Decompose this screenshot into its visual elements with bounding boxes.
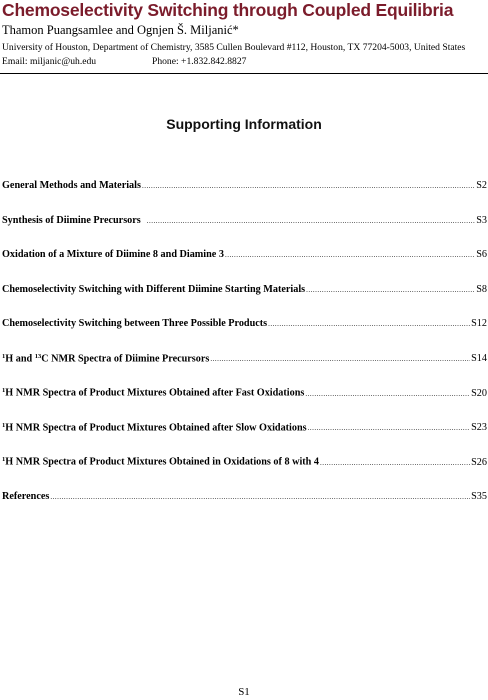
toc-leader-dots	[210, 355, 470, 363]
toc-entry-label-part: H and	[5, 353, 35, 364]
page-number: S1	[238, 686, 250, 698]
toc-entry[interactable]	[2, 387, 487, 401]
toc-leader-dots	[308, 424, 471, 432]
email-text: Email: miljanic@uh.edu	[2, 56, 97, 67]
toc-entry[interactable]	[2, 215, 487, 229]
toc-entry-label: Synthesis of Diimine Precursors	[2, 214, 141, 226]
toc-entry-label-part: H NMR Spectra of Product Mixtures Obtained after Fast Oxidations	[5, 387, 305, 399]
affiliation: University of Houston, Department of Chemistry, 3585 Cullen Boulevard #112, Houston, TX 77204-5003, United States	[2, 42, 466, 53]
toc-entry-label-part: H NMR Spectra of Product Mixtures Obtained in Oxidations of 8 with 4	[5, 456, 319, 468]
toc-entry-page: S14	[471, 353, 487, 364]
phone-text: Phone: +1.832.842.8827	[152, 56, 247, 67]
superscript: 1	[2, 421, 6, 429]
author-line: Thamon Puangsamlee and Ognjen Š. Miljanić*	[2, 23, 239, 37]
superscript: 1	[2, 456, 6, 463]
toc-leader-dots	[50, 493, 470, 501]
toc-entry-label	[2, 456, 319, 468]
toc-entry-label-part: H NMR Spectra of Product Mixtures Obtained after Slow Oxidations	[5, 422, 307, 433]
toc-entry[interactable]	[2, 422, 487, 436]
toc-entry[interactable]	[2, 249, 487, 263]
toc-entry-label: Chemoselectivity Switching with Different Diimine Starting Materials	[2, 283, 306, 295]
toc-entry[interactable]	[2, 491, 487, 505]
superscript: 1	[2, 387, 6, 394]
toc-entry-page: S2	[476, 180, 487, 191]
superscript: 13	[34, 352, 42, 360]
toc-entry-label: References	[2, 490, 50, 502]
toc-leader-dots	[142, 182, 475, 190]
toc-entry[interactable]	[2, 284, 487, 298]
toc-entry-page: S12	[471, 318, 487, 329]
toc-leader-dots	[306, 286, 475, 294]
toc-entry-label	[2, 353, 209, 365]
paper-title: Chemoselectivity Switching through Coupled Equilibria	[2, 0, 454, 20]
toc-entry-page: S3	[476, 214, 487, 226]
toc-entry[interactable]	[2, 318, 487, 332]
section-title: Supporting Information	[166, 116, 322, 132]
toc-entry[interactable]	[2, 180, 487, 194]
toc-entry-page: S23	[471, 422, 487, 433]
toc-leader-dots	[305, 390, 470, 398]
toc-leader-dots	[147, 217, 475, 225]
header-divider	[0, 73, 488, 74]
toc-entry-page: S20	[471, 387, 487, 399]
contact-line	[2, 56, 247, 67]
toc-leader-dots	[225, 251, 475, 259]
toc-entry[interactable]	[2, 353, 487, 367]
toc-entry-page: S6	[476, 249, 487, 260]
toc-leader-dots	[268, 320, 470, 328]
toc-entry-page: S8	[476, 283, 487, 295]
toc-entry-label	[2, 422, 307, 434]
toc-entry-label	[2, 387, 304, 399]
toc-entry[interactable]	[2, 456, 487, 470]
toc-entry-page: S35	[471, 490, 487, 502]
toc-leader-dots	[320, 459, 470, 467]
toc-entry-label-part: C NMR Spectra of Diimine Precursors	[41, 353, 210, 364]
toc-entry-page: S26	[471, 456, 487, 468]
toc-entry-label: Chemoselectivity Switching between Three Possible Products	[2, 318, 268, 329]
superscript: 1	[2, 352, 6, 360]
toc-entry-label: General Methods and Materials	[2, 180, 141, 191]
toc-entry-label: Oxidation of a Mixture of Diimine 8 and Diamine 3	[2, 249, 224, 260]
